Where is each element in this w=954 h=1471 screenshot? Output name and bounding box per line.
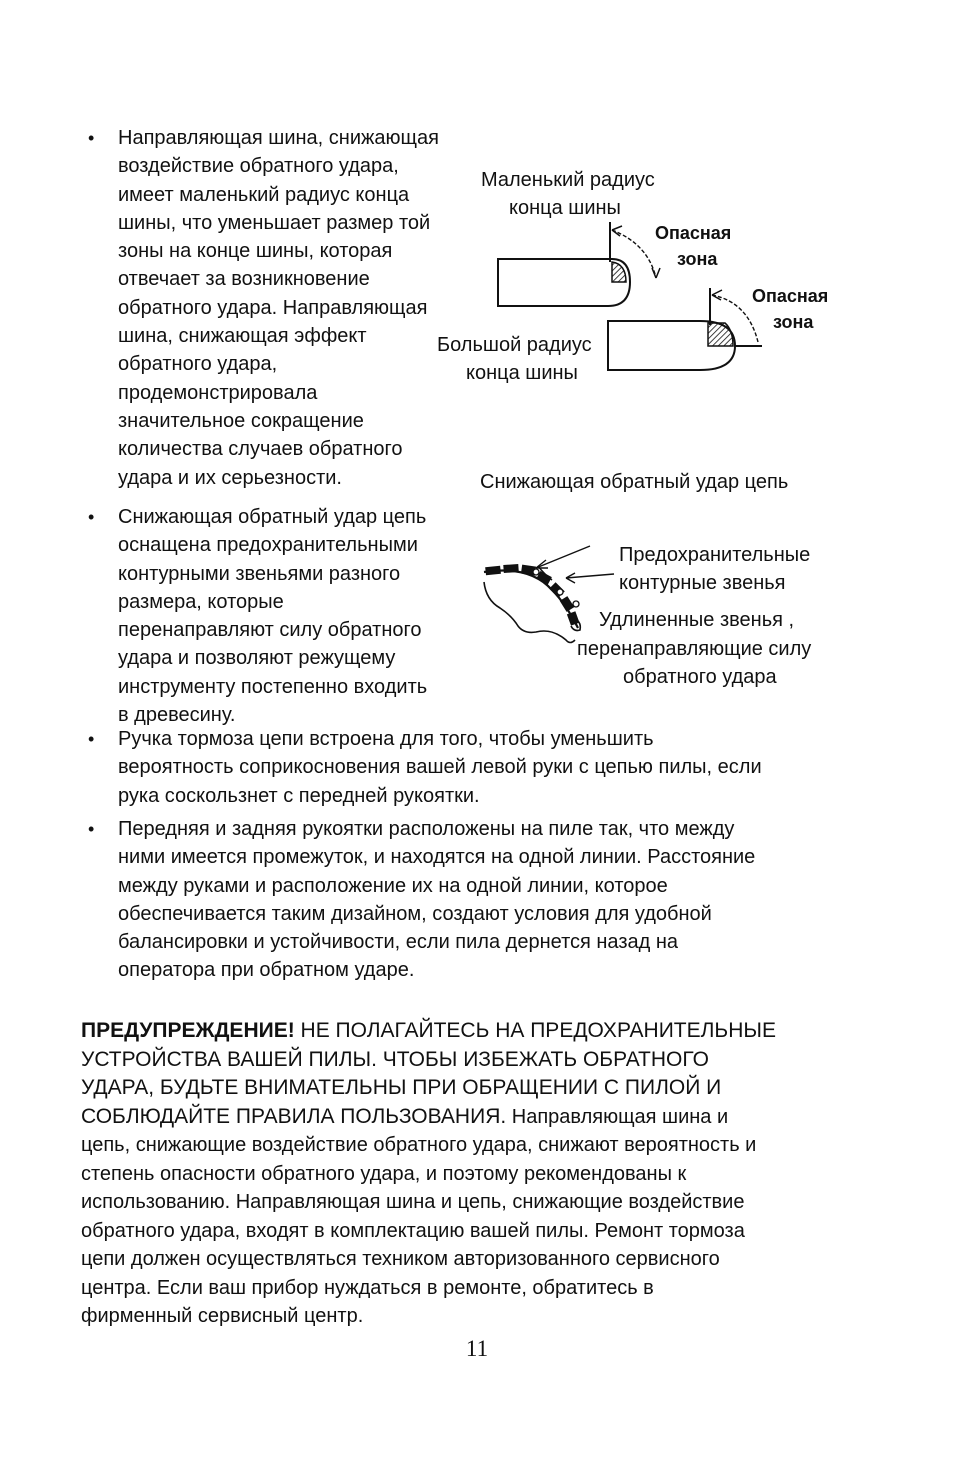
text-line: инструменту постепенно входить <box>118 675 428 698</box>
label-danger-zone-1: Опасная <box>655 223 732 243</box>
warning-text-line: центра. Если ваш прибор нуждаться в ремонте, обратитесь в <box>81 1276 654 1299</box>
warning-text-line: цепь, снижающие воздействие обратного удара, снижают вероятность и <box>81 1134 757 1156</box>
text-line: в древесину. <box>118 704 236 727</box>
bullet-mark: • <box>88 128 95 148</box>
text-line: Направляющая шина, снижающая <box>118 127 439 149</box>
warning-caps-3: УДАРА, БУДЬТЕ ВНИМАТЕЛЬНЫ ПРИ ОБРАЩЕНИИ С ПИЛОЙ И <box>81 1076 722 1099</box>
text-line: шины, что уменьшает размер той <box>118 211 431 234</box>
text-line: Передняя и задняя рукоятки расположены на пиле так, что между <box>118 818 735 840</box>
text-line: оператора при обратном ударе. <box>118 959 415 982</box>
text-line: отвечает за возникновение <box>118 268 370 291</box>
large-radius-bar-drawing <box>608 288 762 370</box>
label-large-radius: Большой радиус <box>437 334 592 356</box>
label-guard-links-2: контурные звенья <box>619 572 786 594</box>
warning-line <box>81 1103 776 1132</box>
label-small-radius-2: конца шины <box>509 197 621 219</box>
warning-text-line: обратного удара, входят в комплектацию вашей пилы. Ремонт тормоза <box>81 1219 745 1242</box>
label-danger-zone-2: Опасная <box>752 286 829 306</box>
text-line: шина, снижающая эффект <box>118 325 367 348</box>
label-guard-links: Предохранительные <box>619 544 811 566</box>
warning-text-line: цепи должен осуществляться техником авторизованного сервисного <box>81 1248 720 1270</box>
text-line: ними имеется промежуток, и находятся на одной линии. Расстояние <box>118 846 756 869</box>
warning-caps-2: УСТРОЙСТВА ВАШЕЙ ПИЛЫ. ЧТОБЫ ИЗБЕЖАТЬ ОБРАТНОГО <box>81 1047 709 1071</box>
text-line: обратного удара. Направляющая <box>118 296 428 319</box>
text-line: продемонстрировала <box>118 381 318 404</box>
warning-text-line: использованию. Направляющая шина и цепь, снижающие воздействие <box>81 1191 745 1213</box>
warning-label: ПРЕДУПРЕЖДЕНИЕ! <box>81 1019 295 1042</box>
warning-caps-1: НЕ ПОЛАГАЙТЕСЬ НА ПРЕДОХРАНИТЕЛЬНЫЕ <box>294 1019 776 1042</box>
text-line: удара и позволяют режущему <box>118 647 396 670</box>
label-elongated-links-2: перенаправляющие силу <box>577 638 812 660</box>
small-radius-bar-drawing <box>498 222 660 306</box>
label-small-radius: Маленький радиус <box>481 169 655 191</box>
text-line: балансировки и устойчивости, если пила дернется назад на <box>118 931 679 954</box>
text-line: размера, которые <box>118 590 284 613</box>
label-danger-zone-2b: зона <box>773 312 814 332</box>
text-line: зоны на конце шины, которая <box>118 240 393 263</box>
text-line: удара и их серьезности. <box>118 466 342 489</box>
warning-text-line: фирменный сервисный центр. <box>81 1305 364 1327</box>
label-elongated-links-3: обратного удара <box>623 666 777 688</box>
warning-line4-rest: Направляющая шина и <box>506 1105 729 1128</box>
warning-paragraph <box>81 1017 776 1331</box>
text-line: значительное сокращение <box>118 409 364 432</box>
text-line: оснащена предохранительными <box>118 534 418 557</box>
bullet-mark: • <box>88 507 95 527</box>
text-line: обратного удара, <box>118 353 278 376</box>
bullet-mark: • <box>88 819 95 839</box>
text-line: Снижающая обратный удар цепь <box>118 506 427 528</box>
warning-text-line: степень опасности обратного удара, и поэтому рекомендованы к <box>81 1162 687 1185</box>
warning-line <box>81 1017 776 1046</box>
chain-drawing <box>484 546 614 643</box>
chain-figure-title: Снижающая обратный удар цепь <box>480 471 789 493</box>
text-line: перенаправляют силу обратного <box>118 619 422 642</box>
label-large-radius-2: конца шины <box>466 362 578 384</box>
label-danger-zone-1b: зона <box>677 249 718 269</box>
label-elongated-links: Удлиненные звенья , <box>599 609 795 631</box>
text-line: воздействие обратного удара, <box>118 155 399 178</box>
text-line: между руками и расположение их на одной линии, которое <box>118 874 668 897</box>
warning-caps-4: СОБЛЮДАЙТЕ ПРАВИЛА ПОЛЬЗОВАНИЯ. <box>81 1104 507 1128</box>
page-number: 11 <box>465 1336 489 1361</box>
text-line: контурными звеньями разного <box>118 562 401 585</box>
text-line: количества случаев обратного <box>118 438 403 461</box>
text-line: вероятность соприкосновения вашей левой руки с цепью пилы, если <box>118 756 762 779</box>
text-line: имеет маленький радиус конца <box>118 183 410 206</box>
text-line: обеспечивается таким дизайном, создают условия для удобной <box>118 902 712 925</box>
text-line: рука соскользнет с передней рукоятки. <box>118 784 480 807</box>
text-line: Ручка тормоза цепи встроена для того, чтобы уменьшить <box>118 728 654 750</box>
bullet-mark: • <box>88 729 95 749</box>
